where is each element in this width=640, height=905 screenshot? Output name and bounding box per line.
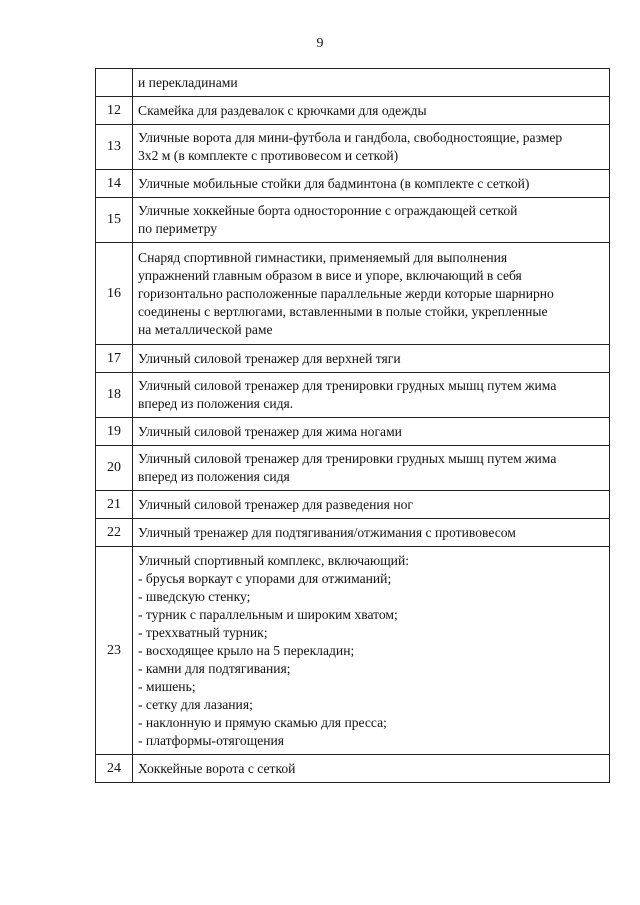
description-line: Уличные ворота для мини-футбола и гандбола, свободностоящие, размер [138,130,563,145]
description-line: - наклонную и прямую скамью для пресса; [138,714,387,730]
description-line: Уличный силовой тренажер для тренировки грудных мышц путем жима [138,378,557,393]
description-line: Уличные хоккейные борта односторонние с ограждающей сеткой [138,203,518,218]
description-line: Уличный тренажер для подтягивания/отжимания с противовесом [138,524,516,540]
row-description [133,198,610,243]
description-line: вперед из положения сидя. [138,396,294,411]
description-line: Скамейка для раздевалок с крючками для одежды [138,102,427,118]
description-line: по периметру [138,221,218,236]
description-line: - шведскую стенку; [138,588,251,604]
row-number: 21 [96,491,133,519]
row-number: 14 [96,170,133,198]
description-line: и перекладинами [138,74,238,90]
description-line: вперед из положения сидя [138,469,290,484]
table-row [96,243,610,345]
description-line: Уличный силовой тренажер для верхней тяги [138,350,401,366]
description-line: соединены с вертлюгами, вставленными в полые стойки, укрепленные [138,303,548,319]
table-row [96,198,610,243]
row-number: 17 [96,345,133,373]
row-description [133,97,610,125]
equipment-table-body [96,69,610,783]
row-description [133,446,610,491]
page-number: 9 [316,36,324,51]
row-description [133,69,610,97]
row-number: 13 [96,125,133,170]
description-line: - мишень; [138,678,196,694]
description-line: Хоккейные ворота с сеткой [138,760,296,776]
description-line: Уличные мобильные стойки для бадминтона (в комплекте с сеткой) [138,175,530,191]
row-description [133,519,610,547]
table-row [96,345,610,373]
row-number: 12 [96,97,133,125]
row-description [133,170,610,198]
row-number: 23 [96,547,133,755]
row-number: 15 [96,198,133,243]
description-line: - восходящее крыло на 5 перекладин; [138,642,355,658]
table-row [96,125,610,170]
row-number [96,69,133,97]
row-description [133,125,610,170]
row-description [133,755,610,783]
row-description [133,491,610,519]
description-line: на металлической раме [138,321,273,337]
table-row [96,418,610,446]
table-row [96,69,610,97]
row-description [133,345,610,373]
equipment-table [95,68,610,783]
description-line: - сетку для лазания; [138,696,253,712]
description-line: упражнений главным образом в висе и упоре, включающий в себя [138,267,522,283]
table-row [96,446,610,491]
table-row [96,547,610,755]
description-line: - брусья воркаут с упорами для отжиманий; [138,570,392,586]
row-number: 20 [96,446,133,491]
description-line: - камни для подтягивания; [138,660,291,676]
row-description [133,418,610,446]
row-description [133,547,610,755]
table-row [96,97,610,125]
description-line: Уличный силовой тренажер для жима ногами [138,423,402,439]
table-row [96,373,610,418]
description-line: Уличный силовой тренажер для разведения ног [138,496,413,512]
table-row [96,170,610,198]
description-line: Уличный спортивный комплекс, включающий: [138,552,410,568]
row-description [133,243,610,345]
row-number: 19 [96,418,133,446]
row-number: 18 [96,373,133,418]
description-line: горизонтально расположенные параллельные жерди которые шарнирно [138,285,554,301]
row-number: 24 [96,755,133,783]
description-line: - турник с параллельным и широким хватом; [138,606,398,622]
description-line: Уличный силовой тренажер для тренировки грудных мышц путем жима [138,451,557,466]
description-line: 3х2 м (в комплекте с противовесом и сеткой) [138,148,399,163]
description-line: - треххватный турник; [138,624,268,640]
row-description [133,373,610,418]
description-line: - платформы-отягощения [138,732,285,748]
row-number: 16 [96,243,133,345]
table-row [96,519,610,547]
table-row [96,491,610,519]
table-row [96,755,610,783]
description-line: Снаряд спортивной гимнастики, применяемый для выполнения [138,249,508,265]
row-number: 22 [96,519,133,547]
